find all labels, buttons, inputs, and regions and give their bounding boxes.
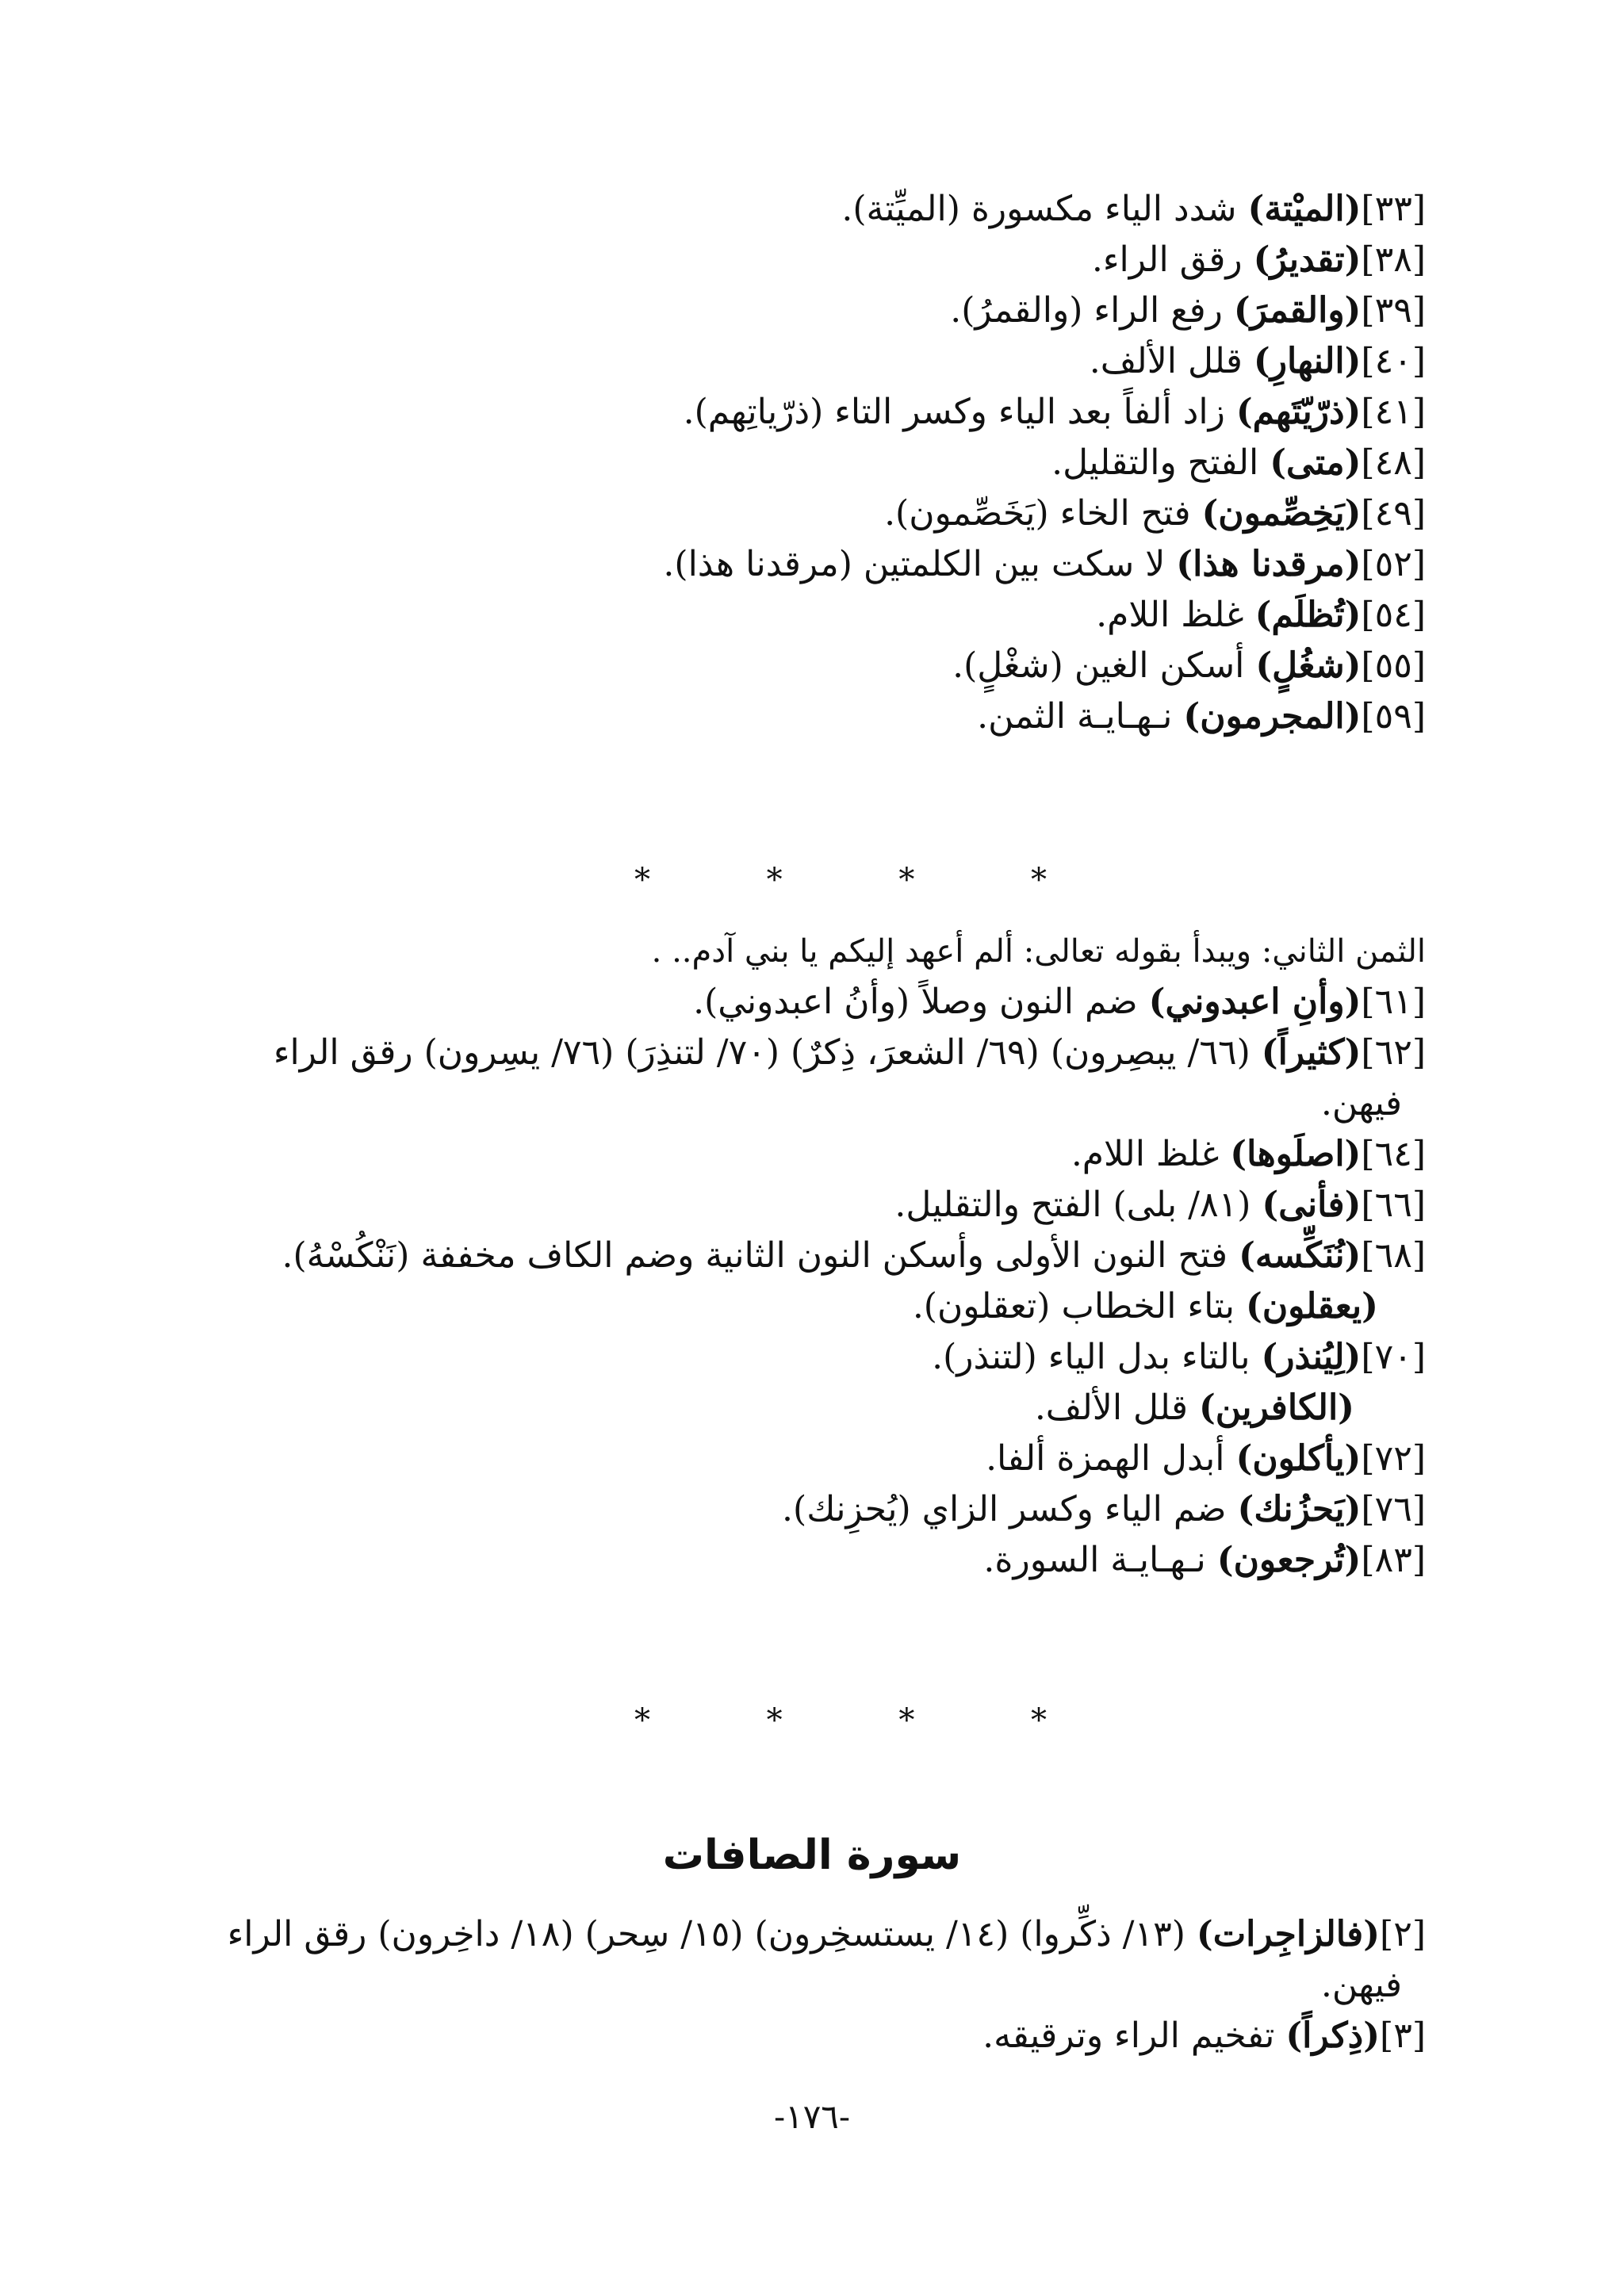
note-line: [٢](فالزاجِرات) (١٣/ ذكِّروا) (١٤/ يستسخِرون) (١٥/ سِحر) (١٨/ داخِرون) رقق الراء (227, 1914, 1426, 1954)
asterisk: * (766, 862, 783, 898)
note-line: [٥٢](مرقدنا هذا) لا سكت بين الكلمتين (مرقدنا هذا). (663, 544, 1426, 584)
note-line: [٣٩](والقمرَ) رفع الراء (والقمرُ). (950, 290, 1426, 331)
note-line: [٦٨](نُنَكِّسه) فتح النون الأولى وأسكن النون الثانية وضم الكاف مخففة (نَنْكُسْهُ). (282, 1235, 1426, 1276)
asterisk: * (1030, 1702, 1047, 1739)
note-line: [٣٣](الميْتة) شدد الياء مكسورة (الميِّتة). (841, 189, 1426, 229)
note-line: [٧٦](يَحزُنك) ضم الياء وكسر الزاي (يُحزِنك). (782, 1489, 1426, 1529)
section-2 (189, 926, 1426, 1586)
asterisk: * (766, 1702, 783, 1739)
note-line: [٥٥](شغُلٍ) أسكن الغين (شغْلٍ). (952, 645, 1426, 686)
note-line: [٦٦](فأنى) (٨١/ بلى) الفتح والتقليل. (894, 1185, 1426, 1225)
note-line: [٥٤](تُظلَم) غلظ اللام. (1096, 595, 1426, 635)
note-line: [٦٤](اصلَوها) غلظ اللام. (1071, 1134, 1426, 1174)
separator-asterisks (634, 1702, 1047, 1739)
separator-asterisks (634, 864, 1047, 896)
note-line: [٨٣](تُرجعون) نـهـايـة السورة. (983, 1540, 1426, 1580)
note-line: [٦٢](كثيراً) (٦٦/ يبصِرون) (٦٩/ الشعرَ، ذِكرٌ) (٧٠/ لتنذِرَ) (٧٦/ يسِرون) رقق الراء (273, 1032, 1426, 1073)
page-number: -١٧٦- (773, 2097, 851, 2136)
asterisk: * (898, 862, 915, 898)
asterisk: * (634, 862, 650, 898)
note-line: [٧٠](لِيُنذر) بالتاء بدل الياء (لتنذر). (932, 1337, 1426, 1377)
surah-notes (189, 1909, 1426, 2061)
asterisk: * (898, 1702, 915, 1739)
section-intro: الثمن الثاني: ويبدأ بقوله تعالى: ألم أعهد إليكم يا بني آدم.. . (651, 933, 1426, 970)
note-line: [٤١](ذرّيّتَهم) زاد ألفاً بعد الياء وكسر التاء (ذرّياتِهم). (683, 392, 1426, 432)
section-1 (189, 184, 1426, 742)
note-line-continuation: فيهن. (1320, 1965, 1402, 2005)
note-line: [٣٨](تقديرُ) رقق الراء. (1091, 239, 1426, 280)
note-line: [٧٢](يأكلون) أبدل الهمزة ألفا. (986, 1438, 1426, 1479)
asterisk: * (1030, 862, 1047, 898)
note-line: [٤٠](النهارِ) قلل الألف. (1089, 341, 1426, 381)
note-line-sub: (يعقلون) بتاء الخطاب (تعقلون). (912, 1286, 1378, 1326)
note-line: [٤٨](متى) الفتح والتقليل. (1051, 442, 1426, 483)
asterisk: * (634, 1702, 650, 1739)
note-line: [٣](ذِكراً) تفخيم الراء وترقيقه. (982, 2015, 1426, 2056)
note-line-sub: (الكافرين) قلل الألف. (1034, 1388, 1354, 1428)
note-line-continuation: فيهن. (1320, 1083, 1402, 1124)
note-line: [٤٩](يَخِصِّمون) فتح الخاء (يَخَصِّمون). (884, 493, 1426, 534)
surah-title: سورة الصافات (662, 1832, 962, 1879)
note-line: [٥٩](المجرمون) نـهـايـة الثمن. (977, 696, 1426, 737)
note-line: [٦١](وأنِ اعبدوني) ضم النون وصلاً (وأنُ اعبدوني). (693, 982, 1426, 1022)
